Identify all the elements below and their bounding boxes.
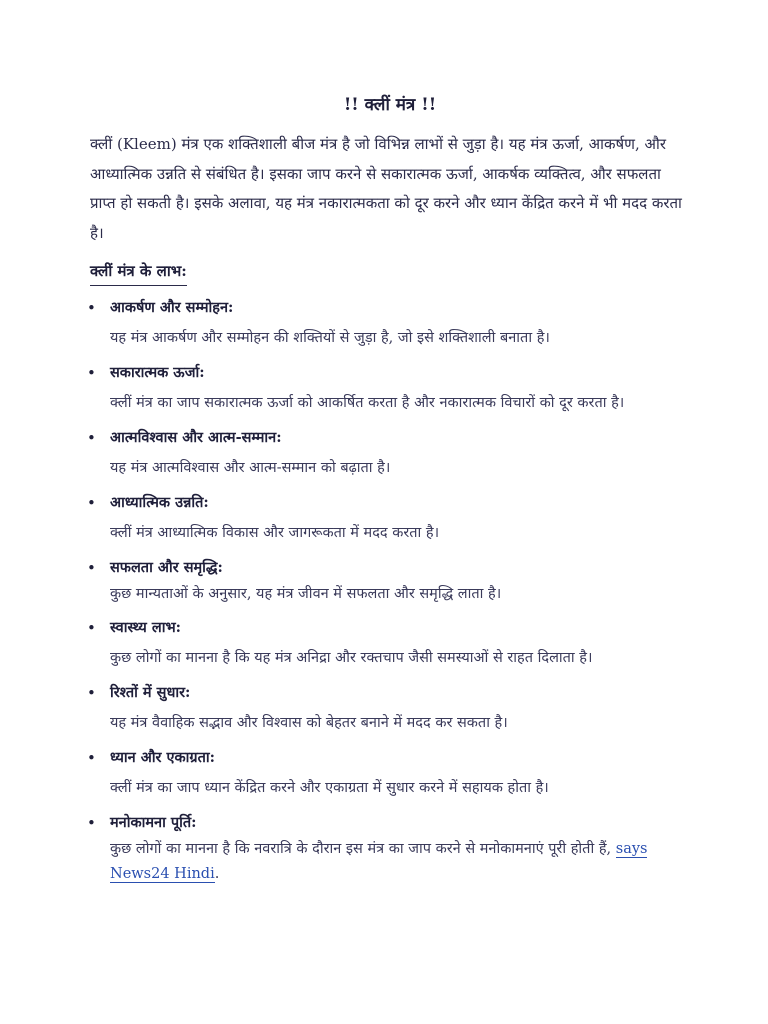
- bullet-icon: •: [87, 429, 96, 447]
- benefit-item-concentration: [87, 744, 690, 802]
- benefit-title: रिश्तों में सुधार:: [110, 684, 191, 701]
- benefit-item-success: [87, 554, 690, 607]
- benefit-item-relationships: [87, 679, 690, 737]
- benefit-title: मनोकामना पूर्ति:: [110, 814, 197, 831]
- benefit-description: यह मंत्र आत्मविश्वास और आत्म-सम्मान को बढ़ाता है।: [110, 460, 391, 476]
- benefit-description: यह मंत्र आकर्षण और सम्मोहन की शक्तियों से जुड़ा है, जो इसे शक्तिशाली बनाता है।: [110, 330, 550, 346]
- trailing-period: .: [214, 866, 220, 882]
- benefit-description: क्लीं मंत्र आध्यात्मिक विकास और जागरूकता में मदद करता है।: [110, 525, 440, 541]
- benefit-title: स्वास्थ्य लाभ:: [110, 619, 181, 636]
- benefits-list: [87, 294, 690, 887]
- benefit-title: आत्मविश्वास और आत्म-सम्मान:: [110, 429, 282, 446]
- intro-paragraph: क्लीं (Kleem) मंत्र एक शक्तिशाली बीज मंत्र है जो विभिन्न लाभों से जुड़ा है। यह मंत्र ऊर्जा, आकर्षण, और आध्यात्मिक उन्नति से संबंधित है। इसका जाप करने से सकारात्मक ऊर्जा, आकर्षक व्यक्तित्व, और सफलता प्राप्त हो सकती है। इसके अलावा, यह मंत्र नकारात्मकता को दूर करने और ध्यान केंद्रित करने में भी मदद करता है।: [90, 135, 682, 242]
- benefits-heading-wrap: [90, 257, 690, 294]
- benefit-item-attraction: [87, 294, 690, 352]
- benefit-item-self-confidence: [87, 424, 690, 482]
- benefit-description: क्लीं मंत्र का जाप ध्यान केंद्रित करने और एकाग्रता में सुधार करने में सहायक होता है।: [110, 780, 549, 796]
- bullet-icon: •: [87, 364, 96, 382]
- benefit-title: आध्यात्मिक उन्नति:: [110, 494, 209, 511]
- benefit-title: आकर्षण और सम्मोहन:: [110, 299, 234, 316]
- bullet-icon: •: [87, 494, 96, 512]
- bullet-icon: •: [87, 619, 96, 637]
- bullet-icon: •: [87, 814, 96, 832]
- benefit-title: सकारात्मक ऊर्जा:: [110, 364, 205, 381]
- document-page: [87, 90, 690, 894]
- bullet-icon: •: [87, 299, 96, 317]
- page-title: !! क्लीं मंत्र !!: [343, 95, 437, 115]
- benefits-heading: क्लीं मंत्र के लाभ:: [90, 257, 187, 286]
- benefit-description: यह मंत्र वैवाहिक सद्भाव और विश्वास को बेहतर बनाने में मदद कर सकता है।: [110, 715, 508, 731]
- benefit-item-wish-fulfillment: [87, 809, 690, 887]
- benefit-description: [110, 837, 690, 887]
- benefit-item-spiritual-progress: [87, 489, 690, 547]
- bullet-icon: •: [87, 559, 96, 577]
- benefit-title: ध्यान और एकाग्रता:: [110, 749, 215, 766]
- benefit-description: कुछ मान्यताओं के अनुसार, यह मंत्र जीवन में सफलता और समृद्धि लाता है।: [110, 586, 502, 602]
- benefit-item-health: [87, 614, 690, 672]
- benefit-item-positive-energy: [87, 359, 690, 417]
- source-link-news24[interactable]: says News24 Hindi: [110, 841, 648, 882]
- benefit-title: सफलता और समृद्धि:: [110, 559, 223, 576]
- benefit-description: कुछ लोगों का मानना है कि यह मंत्र अनिद्रा और रक्तचाप जैसी समस्याओं से राहत दिलाता है।: [110, 650, 593, 666]
- bullet-icon: •: [87, 749, 96, 767]
- benefit-description-text: कुछ लोगों का मानना है कि नवरात्रि के दौरान इस मंत्र का जाप करने से मनोकामनाएं पूरी होती हैं,: [110, 841, 612, 857]
- bullet-icon: •: [87, 684, 96, 702]
- benefit-description: क्लीं मंत्र का जाप सकारात्मक ऊर्जा को आकर्षित करता है और नकारात्मक विचारों को दूर करता है।: [110, 395, 625, 411]
